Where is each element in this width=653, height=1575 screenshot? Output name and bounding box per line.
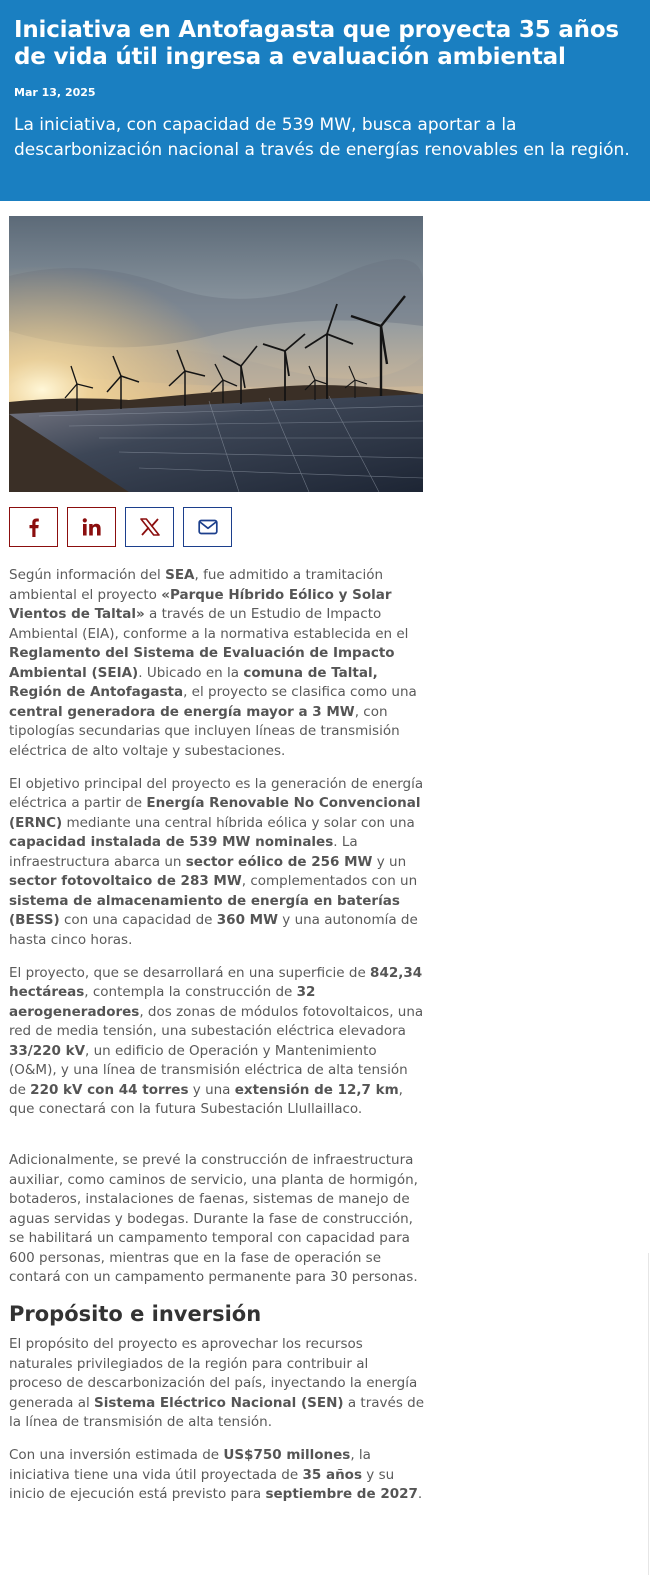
text: Con una inversión estimada de (9, 1447, 224, 1463)
x-icon (140, 518, 160, 536)
bold-text: 32 aerogeneradores (9, 984, 316, 1020)
text: , fue admitido a tramitación ambiental el proyecto (9, 567, 384, 603)
bold-text: septiembre de 2027 (265, 1486, 418, 1502)
paragraph-3 (9, 964, 425, 1120)
text: a través de un Estudio de Impacto Ambiental (EIA), conforme a la normativa establecida en el (9, 606, 409, 642)
linkedin-icon (82, 518, 102, 536)
text: mediante una central híbrida eólica y solar con una (62, 814, 415, 831)
paragraph-5 (9, 1335, 425, 1433)
text: El propósito del proyecto es aprovechar los recursos naturales privilegiados de la región para contribuir al proceso de descarbonización del país, inyectando la energía generada al (9, 1336, 418, 1411)
text: , que conectará con la futura Subestación Llullaillaco. (9, 1081, 403, 1117)
text: , el proyecto se clasifica como una (183, 684, 417, 700)
text: . (417, 1486, 423, 1502)
text: Adicionalmente, se prevé la construcción de infraestructura auxiliar, como caminos de servicio, una planta de hormigón, botaderos, instalaciones de faenas, sistemas de manejo de aguas servidas y bodegas. Durante la fase de construcción, se habilitará un campamento temporal con capacidad para 600 personas, mientras que en la fase de operación se contará con un campamento permanente para 30 personas. (9, 1152, 418, 1285)
text: , contempla la construcción de (84, 984, 297, 1000)
text: , la iniciativa tiene una vida útil proyectada de (9, 1447, 371, 1483)
paragraph-1 (9, 566, 425, 761)
text: y su inicio de ejecución está previsto para (9, 1466, 395, 1502)
article-title: Iniciativa en Antofagasta que proyecta 35 años de vida útil ingresa a evaluación ambiental (14, 17, 619, 70)
bold-text: 220 kV con 44 torres (30, 1081, 189, 1098)
share-facebook-button[interactable] (9, 507, 58, 547)
bold-text: 33/220 kV (9, 1042, 86, 1059)
bold-text: Energía Renovable No Convencional (ERNC) (9, 795, 421, 831)
share-email-button[interactable] (183, 507, 232, 547)
text: El proyecto, que se desarrollará en una superficie de (9, 964, 371, 981)
text: , dos zonas de módulos fotovoltaicos, una red de media tensión, una subestación eléctrica elevadora (9, 1003, 424, 1039)
share-linkedin-button[interactable] (67, 507, 116, 547)
article-lede: La iniciativa, con capacidad de 539 MW, busca aportar a la descarbonización nacional a través de energías renovables en la región. (14, 115, 630, 160)
bold-text: sistema de almacenamiento de energía en baterías (BESS) (9, 892, 400, 928)
text: y una (188, 1081, 235, 1098)
text: y un (372, 853, 407, 870)
bold-text: Reglamento del Sistema de Evaluación de Impacto Ambiental (SEIA) (9, 645, 395, 681)
share-bar (9, 507, 232, 547)
hero-image-wind-solar (9, 216, 423, 492)
bold-text: 35 años (302, 1466, 362, 1483)
bold-text: capacidad instalada de 539 MW nominales (9, 834, 334, 850)
section-heading: Propósito e inversión (9, 1302, 262, 1326)
bold-text: «Parque Híbrido Eólico y Solar Vientos de Taltal» (9, 586, 392, 622)
text: con una capacidad de (59, 912, 217, 928)
text: El objetivo principal del proyecto es la generación de energía eléctrica a partir de (9, 775, 424, 811)
bold-text: extensión de 12,7 km (234, 1081, 399, 1098)
bold-text: central generadora de energía mayor a 3 MW (9, 703, 355, 720)
paragraph-4 (9, 1151, 425, 1288)
share-x-button[interactable] (125, 507, 174, 547)
bold-text: SEA (165, 567, 195, 583)
text: . La infraestructura abarca un (9, 834, 358, 870)
text: , con tipologías secundarias que incluyen líneas de transmisión eléctrica de alto voltaje y subestaciones. (9, 703, 400, 759)
article-date: Mar 13, 2025 (14, 86, 96, 99)
bold-text: US$750 millones (223, 1447, 351, 1463)
bold-text: sector fotovoltaico de 283 MW (9, 873, 242, 889)
text: , complementados con un (241, 873, 418, 889)
page-edge-divider (648, 1253, 649, 1575)
article-header (0, 0, 650, 201)
bold-text: 360 MW (216, 912, 278, 928)
bold-text: sector eólico de 256 MW (185, 853, 373, 870)
bold-text: 842,34 hectáreas (9, 964, 423, 1000)
spacer (9, 1133, 425, 1151)
text: . Ubicado en la (138, 664, 244, 681)
facebook-icon (25, 517, 43, 537)
bold-text: Sistema Eléctrico Nacional (SEN) (94, 1394, 344, 1411)
text: , un edificio de Operación y Mantenimiento (O&M), y una línea de transmisión eléctrica de alta tensión de (9, 1042, 408, 1098)
paragraph-2 (9, 775, 425, 951)
text: a través de la línea de transmisión de alta tensión. (9, 1394, 425, 1430)
article-body (9, 566, 425, 1518)
paragraph-6 (9, 1446, 425, 1505)
bold-text: comuna de Taltal, Región de Antofagasta (9, 664, 378, 700)
text: y una autonomía de hasta cinco horas. (9, 912, 418, 948)
text: Según información del (9, 567, 166, 583)
mail-icon (198, 519, 218, 535)
